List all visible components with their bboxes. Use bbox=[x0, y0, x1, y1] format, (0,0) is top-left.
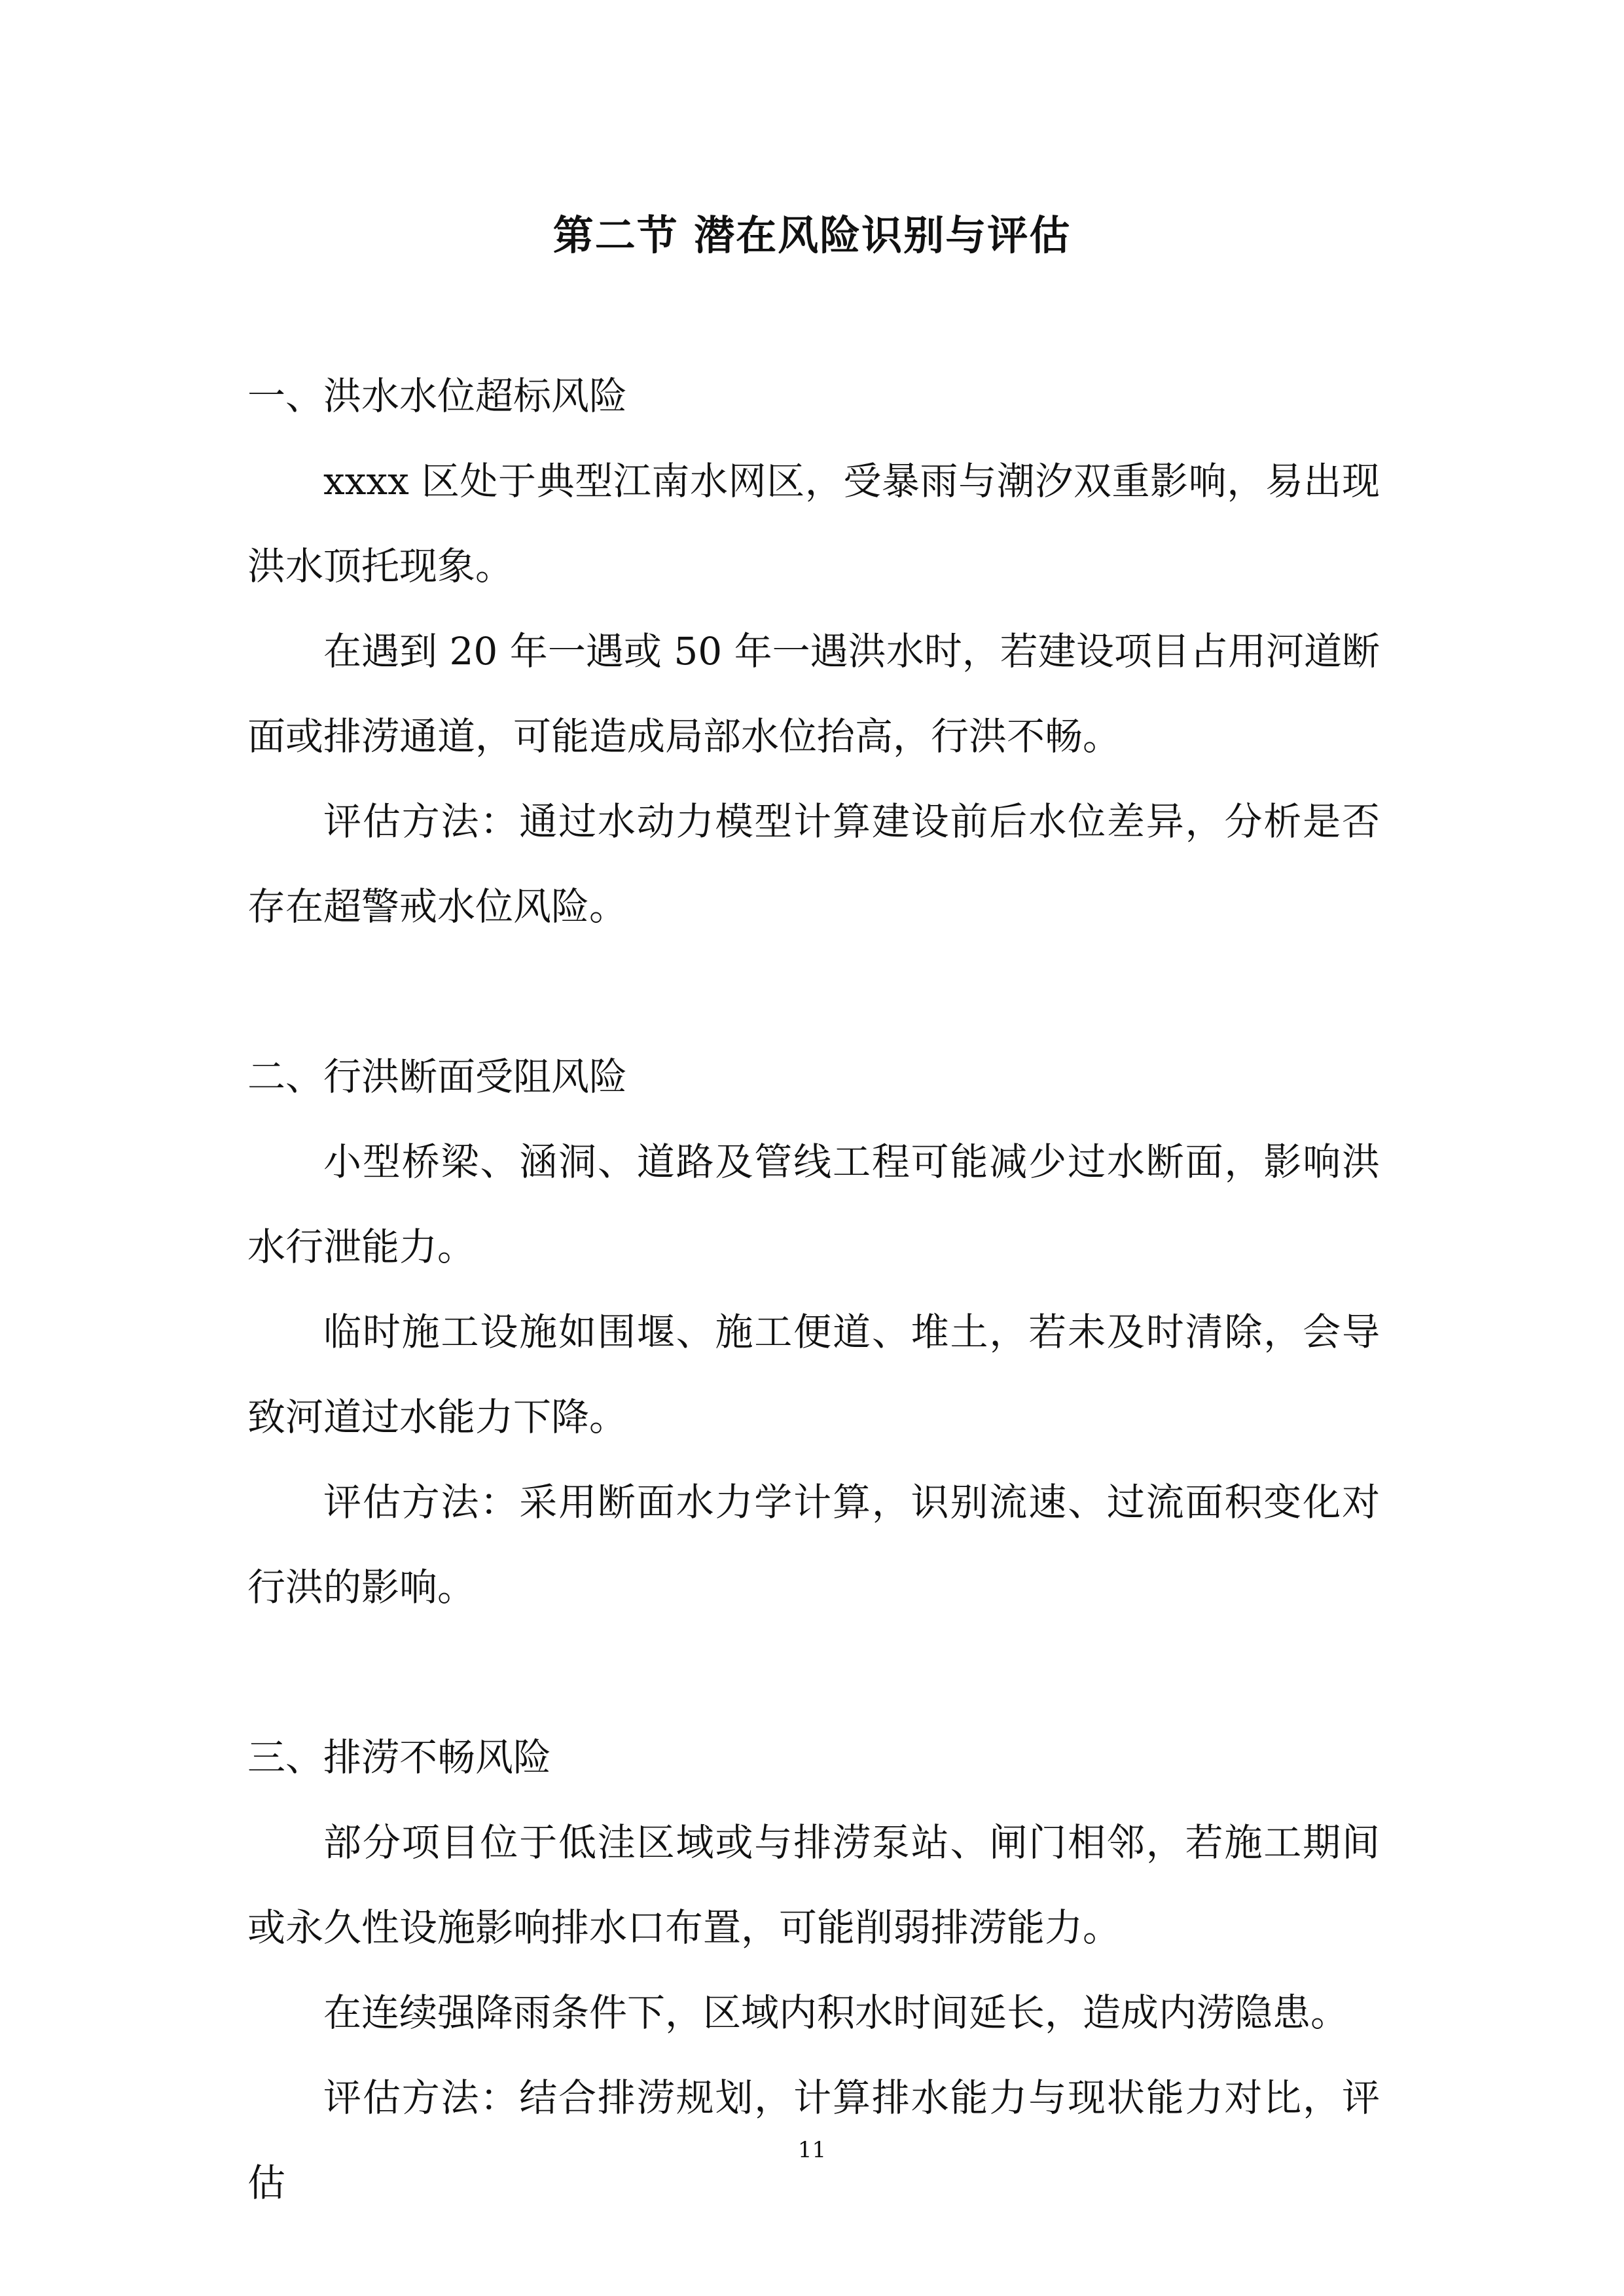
paragraph: 小型桥梁、涵洞、道路及管线工程可能减少过水断面，影响洪水行泄能力。 bbox=[247, 1139, 1380, 1269]
paragraph: 临时施工设施如围堰、施工便道、堆土，若未及时清除，会导致河道过水能力下降。 bbox=[247, 1310, 1380, 1439]
paragraph: 在遇到 20 年一遇或 50 年一遇洪水时，若建设项目占用河道断面或排涝通道，可能造成局部水位抬高，行洪不畅。 bbox=[247, 629, 1380, 759]
paragraph: 评估方法：通过水动力模型计算建设前后水位差异，分析是否存在超警戒水位风险。 bbox=[247, 799, 1380, 929]
page-number: 11 bbox=[797, 2137, 827, 2163]
paragraph: xxxx 区处于典型江南水网区，受暴雨与潮汐双重影响，易出现洪水顶托现象。 bbox=[247, 459, 1380, 588]
document-body bbox=[247, 353, 1380, 2225]
section-heading: 二、行洪断面受阻风险 bbox=[247, 1054, 628, 1099]
paragraph: 评估方法：采用断面水力学计算，识别流速、过流面积变化对行洪的影响。 bbox=[247, 1480, 1380, 1609]
page-title: 第二节 潜在风险识别与评估 bbox=[552, 211, 1072, 259]
section-heading: 一、洪水水位超标风险 bbox=[247, 374, 628, 418]
paragraph: 部分项目位于低洼区域或与排涝泵站、闸门相邻，若施工期间或永久性设施影响排水口布置，可能削弱排涝能力。 bbox=[247, 1820, 1380, 1950]
section-flood-section-blocked-risk bbox=[247, 1034, 1380, 1630]
section-heading: 三、排涝不畅风险 bbox=[247, 1735, 552, 1780]
section-flood-level-risk bbox=[247, 353, 1380, 949]
paragraph: 评估方法：结合排涝规划，计算排水能力与现状能力对比，评估 bbox=[247, 2075, 1380, 2205]
paragraph: 在连续强降雨条件下，区域内积水时间延长，造成内涝隐患。 bbox=[323, 1990, 1349, 2035]
